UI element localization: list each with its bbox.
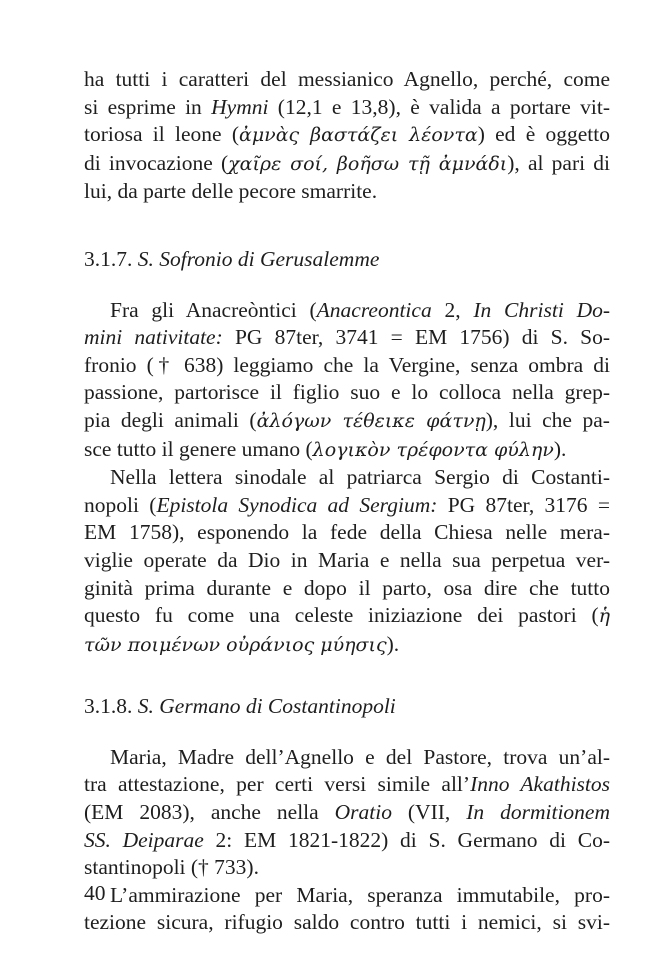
greek-quote: λογικὸν τρέφοντα φύλην: [312, 438, 554, 461]
paragraph-sofronio-1: [84, 297, 610, 465]
paragraph-sofronio-2: [84, 464, 610, 659]
text-line: Fra gli Anacreòntici (Anacreontica 2, In Christi Do-: [110, 297, 611, 322]
text-line: SS. Deiparae 2: EM 1821-1822) di S. Germano di Co-: [84, 827, 610, 852]
italic-title: Hymni: [211, 94, 269, 119]
text-line: EM 1758), esponendo la fede della Chiesa nelle mera-: [84, 520, 610, 545]
text-line: mini nativitate: PG 87ter, 3741 = EM 1756) di S. So-: [84, 325, 610, 350]
paragraph-germano-2: [84, 882, 610, 937]
greek-quote: τῶν ποιμένων οὐράνιος μύησις: [84, 633, 387, 656]
page-body: [84, 66, 610, 937]
greek-quote: ἀμνὰς βαστάζει λέοντα: [238, 124, 478, 147]
text-line: tra attestazione, per certi versi simile all’Inno Akathistos: [84, 772, 610, 797]
text-line: τῶν ποιμένων οὐράνιος μύησις).: [84, 631, 400, 656]
text-line: nopoli (Epistola Synodica ad Sergium: PG 87ter, 3176 =: [84, 492, 610, 517]
heading-title: S. Sofronio di Gerusalemme: [137, 246, 380, 271]
text-line: di invocazione (χαῖρε σοί, βοῆσω τῇ ἀμνάδι), al pari di: [84, 150, 611, 175]
text-line: questo fu come una celeste iniziazione dei pastori (ἡ: [84, 603, 610, 628]
text-line: toriosa il leone (ἀμνὰς βαστάζει λέοντα) ed è oggetto: [84, 122, 610, 147]
text-line: tezione sicura, rifugio saldo contro tutti i nemici, si svi-: [84, 910, 610, 935]
heading-number: 3.1.7.: [84, 246, 138, 271]
text-line: fronio († 638) leggiamo che la Vergine, senza ombra di: [84, 352, 610, 377]
text-line: si esprime in Hymni (12,1 e 13,8), è valida a portare vit-: [84, 94, 611, 119]
greek-quote: ἡ: [598, 605, 610, 628]
text-line: L’ammirazione per Maria, speranza immutabile, pro-: [110, 882, 610, 907]
text-line: pia degli animali (ἀλόγων τέθεικε φάτνῃ), lui che pa-: [84, 407, 610, 432]
text-line: (EM 2083), anche nella Oratio (VII, In dormitionem: [84, 800, 611, 825]
text-line: lui, da parte delle pecore smarrite.: [84, 179, 378, 204]
paragraph-germano-1: [84, 744, 610, 882]
heading-title: S. Germano di Costantinopoli: [137, 694, 396, 719]
section-heading-3-1-8: [84, 693, 610, 721]
greek-quote: ἀλόγων τέθεικε φάτνῃ: [256, 409, 486, 432]
section-heading-3-1-7: [84, 246, 610, 274]
text-line: Maria, Madre dell’Agnello e del Pastore, trova un’al-: [110, 744, 610, 769]
text-line: ginità prima durante e dopo il parto, osa dire che tutto: [84, 575, 610, 600]
text-line: passione, partorisce il figlio suo e lo colloca nella grep-: [84, 380, 610, 405]
text-line: stantinopoli († 733).: [84, 855, 259, 880]
text-line: sce tutto il genere umano (λογικὸν τρέφοντα φύλην).: [84, 436, 567, 461]
text-line: ha tutti i caratteri del messianico Agnello, perché, come: [84, 67, 610, 91]
page-number: 40: [84, 881, 106, 905]
paragraph-continuation: [84, 66, 610, 206]
text-line: viglie operate da Dio in Maria e nella sua perpetua ver-: [84, 547, 610, 572]
greek-quote: χαῖρε σοί, βοῆσω τῇ ἀμνάδι: [228, 152, 508, 175]
text-line: Nella lettera sinodale al patriarca Sergio di Costanti-: [110, 465, 610, 490]
heading-number: 3.1.8.: [84, 694, 138, 719]
